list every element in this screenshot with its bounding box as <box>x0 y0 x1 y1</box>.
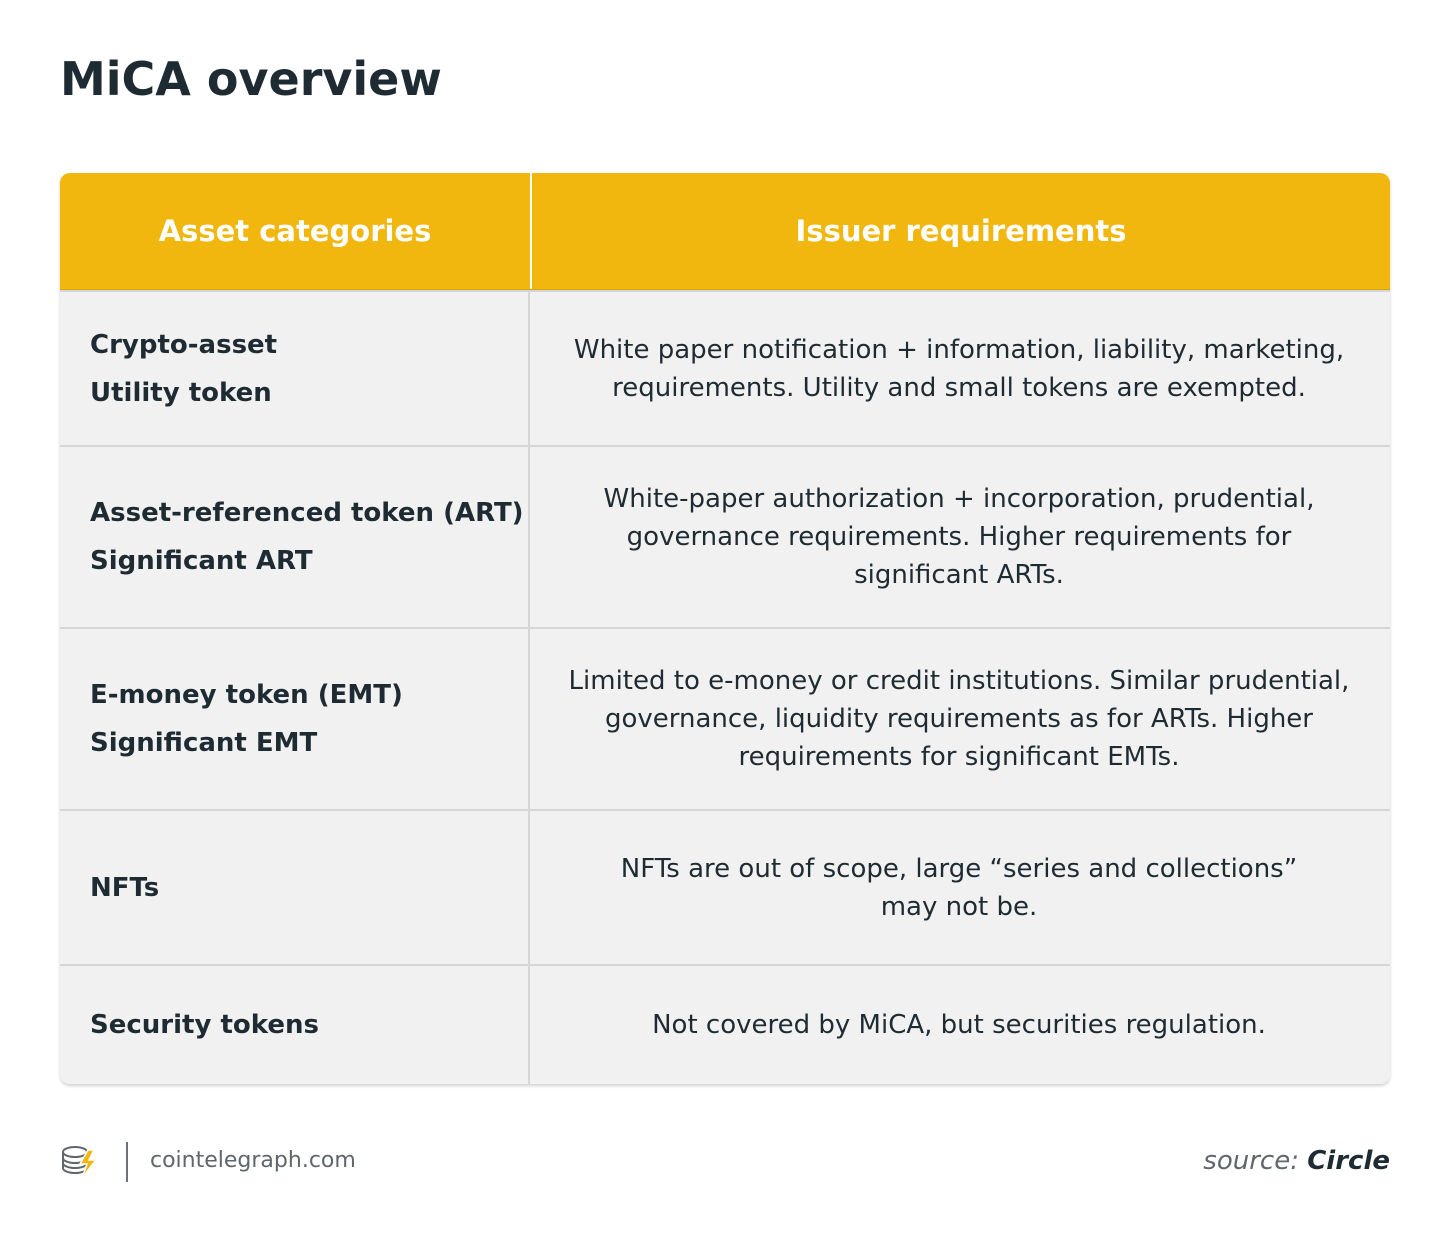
requirement-line: White paper notification + information, liability, marketing, <box>573 334 1345 365</box>
source-label: source: <box>1203 1146 1299 1176</box>
requirement-line: governance, liquidity requirements as for ARTs. Higher <box>604 704 1313 734</box>
table-header <box>60 173 1390 290</box>
table-row <box>60 809 1390 964</box>
asset-category-cell <box>60 629 530 809</box>
requirement-line: White-paper authorization + incorporation, prudential, <box>603 484 1315 514</box>
requirement-line: significant ARTs. <box>854 560 1064 590</box>
issuer-requirements-cell <box>530 966 1388 1084</box>
table-row <box>60 290 1390 445</box>
category-line: Significant EMT <box>90 728 318 758</box>
footer-divider <box>126 1142 128 1182</box>
table-row <box>60 964 1390 1084</box>
requirement-line: may not be. <box>880 891 1038 922</box>
table-row <box>60 445 1390 627</box>
asset-category-cell <box>60 811 530 964</box>
table-row <box>60 627 1390 809</box>
category-line: E-money token (EMT) <box>90 680 403 710</box>
requirement-line: requirements for significant EMTs. <box>738 742 1180 772</box>
issuer-requirements-cell <box>530 629 1388 809</box>
category-line: NFTs <box>90 872 160 903</box>
requirement-line: NFTs are out of scope, large “series and collections” <box>620 853 1298 884</box>
requirement-line: requirements. Utility and small tokens are exempted. <box>612 372 1306 403</box>
domain-label: cointelegraph.com <box>150 1148 356 1173</box>
asset-category-cell <box>60 292 530 445</box>
source-credit <box>1203 1146 1390 1176</box>
category-line: Asset-referenced token (ART) <box>90 498 524 528</box>
issuer-requirements-cell <box>530 811 1388 964</box>
issuer-requirements-cell <box>530 447 1388 627</box>
source-name: Circle <box>1307 1146 1390 1176</box>
category-line: Utility token <box>90 377 272 408</box>
cointelegraph-logo-icon <box>60 1142 102 1182</box>
footer <box>60 1140 1390 1184</box>
asset-category-cell <box>60 966 530 1084</box>
asset-category-cell <box>60 447 530 627</box>
header-issuer-requirements: Issuer requirements <box>795 214 1127 248</box>
page-title: MiCA overview <box>60 52 442 106</box>
category-line: Security tokens <box>90 1010 319 1040</box>
requirement-line: Not covered by MiCA, but securities regulation. <box>652 1010 1266 1040</box>
header-asset-categories: Asset categories <box>60 173 532 289</box>
category-line: Crypto-asset <box>90 329 278 360</box>
requirement-line: Limited to e-money or credit institutions. Similar prudential, <box>568 666 1350 696</box>
mica-overview-table <box>60 173 1390 1084</box>
category-line: Significant ART <box>90 546 313 576</box>
requirement-line: governance requirements. Higher requirements for <box>626 522 1292 552</box>
issuer-requirements-cell <box>530 292 1388 445</box>
